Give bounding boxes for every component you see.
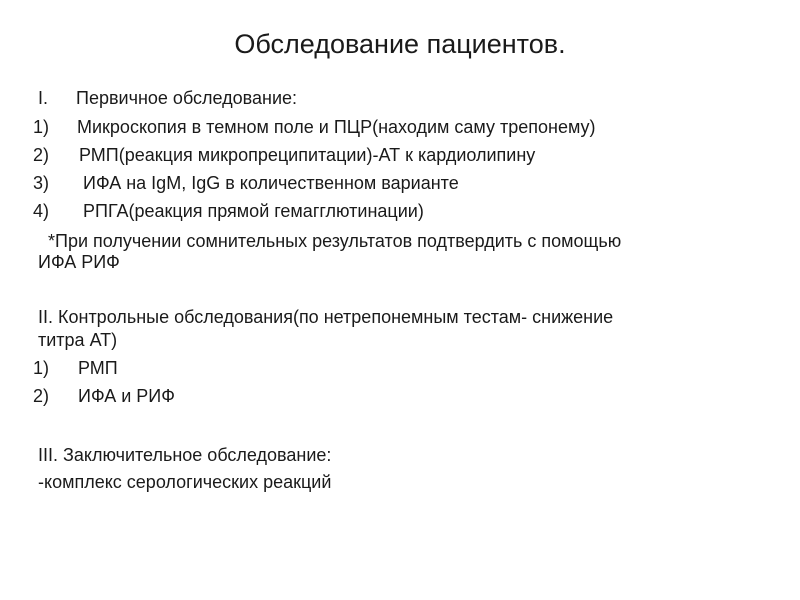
section1-heading: Первичное обследование: [76, 88, 298, 108]
list-item-text: РПГА(реакция прямой гемагглютинации) [83, 201, 424, 221]
list-item-text: РМП(реакция микропреципитации)-АТ к кардиолипину [79, 145, 536, 165]
list-item [33, 143, 535, 167]
section2-heading-line-1: II. Контрольные обследования(по нетрепонемным тестам- снижение [38, 307, 614, 327]
list-item-number: 3) [33, 173, 50, 193]
list-item [33, 171, 459, 195]
slide-title: Обследование пациентов. [234, 29, 566, 59]
list-item-number: 2) [33, 145, 50, 165]
list-item-number: 2) [33, 386, 50, 406]
list-item [33, 199, 424, 223]
section3-item: -комплекс серологических реакций [38, 472, 332, 492]
section1-numeral: I. [38, 88, 49, 108]
list-item [33, 356, 118, 380]
list-item [33, 384, 175, 408]
list-item-text: ИФА на IgM, IgG в количественном варианте [83, 173, 459, 193]
section2-heading-line-2: титра АТ) [38, 330, 118, 350]
list-item-text: Микроскопия в темном поле и ПЦР(находим саму трепонему) [77, 117, 596, 137]
section1-heading-row [38, 86, 297, 110]
section3-heading: III. Заключительное обследование: [38, 445, 332, 465]
list-item-number: 1) [33, 117, 50, 137]
list-item-text: ИФА и РИФ [78, 386, 175, 406]
list-item-number: 4) [33, 201, 50, 221]
list-item [33, 115, 596, 139]
note-line-1: *При получении сомнительных результатов подтвердить с помощью [48, 231, 622, 251]
list-item-number: 1) [33, 358, 50, 378]
note-line-2: ИФА РИФ [38, 252, 120, 272]
list-item-text: РМП [78, 358, 118, 378]
